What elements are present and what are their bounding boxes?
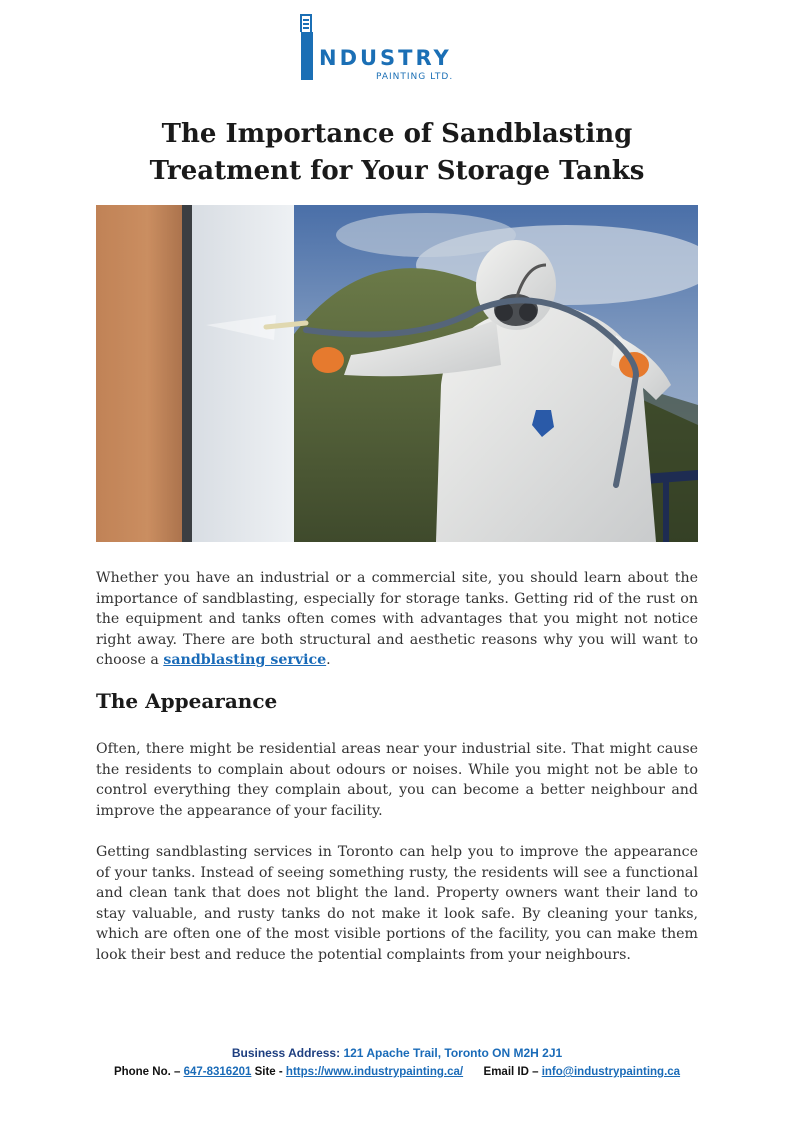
- sandblasting-service-link[interactable]: sandblasting service: [163, 652, 327, 669]
- email-link[interactable]: info@industrypainting.ca: [541, 1066, 681, 1078]
- paragraph-appearance-2: Getting sandblasting services in Toronto can help you to improve the appearance of your tanks. Instead of seeing something rusty, the residents will see a functional and clean tank that does not blight the land. Property owners want their land to stay valuable, and rusty tanks do not make it look safe. By cleaning your tanks, which are often one of the most visible portions of the facility, you can make them look their best and reduce the potential complaints from your neighbours.: [96, 844, 698, 963]
- intro-text-end: .: [326, 652, 331, 669]
- logo-subtitle: PAINTING LTD.: [376, 72, 454, 82]
- email-label: Email ID –: [483, 1066, 539, 1078]
- address-label: Business Address:: [231, 1046, 341, 1060]
- logo-brand-text: NDUSTRY: [319, 46, 452, 70]
- section-heading: The Appearance: [96, 689, 278, 713]
- logo-letter-i: [301, 32, 313, 80]
- intro-text: Whether you have an industrial or a commercial site, you should learn about the importance of sandblasting, especially for storage tanks. Getting rid of the rust on the equipment and tanks often comes with advantages that you might not notice right away. There are both structural and aesthetic reasons why you will want to choose a: [96, 570, 698, 669]
- page-title: [96, 116, 698, 190]
- title-line-2: Treatment for Your Storage Tanks: [149, 156, 645, 186]
- title-line-1: The Importance of Sandblasting: [161, 119, 633, 149]
- footer-contact: [0, 1066, 794, 1078]
- footer-address: [0, 1046, 794, 1060]
- phone-link[interactable]: 647-8316201: [183, 1066, 252, 1078]
- tower-icon: [300, 14, 312, 32]
- hero-illustration: [96, 205, 698, 542]
- site-label: Site -: [254, 1066, 283, 1078]
- paragraph-appearance-1: Often, there might be residential areas near your industrial site. That might cause the residents to complain about odours or noises. While you might not be able to control everything they complain about, you can become a better neighbour and improve the appearance of your facility.: [96, 741, 698, 819]
- company-logo: [298, 12, 478, 84]
- address-value: 121 Apache Trail, Toronto ON M2H 2J1: [343, 1046, 563, 1060]
- website-link[interactable]: https://www.industrypainting.ca/: [285, 1066, 464, 1078]
- phone-label: Phone No. –: [113, 1066, 181, 1078]
- intro-paragraph: [96, 568, 698, 671]
- hero-image-sandblasting-worker: [96, 205, 698, 542]
